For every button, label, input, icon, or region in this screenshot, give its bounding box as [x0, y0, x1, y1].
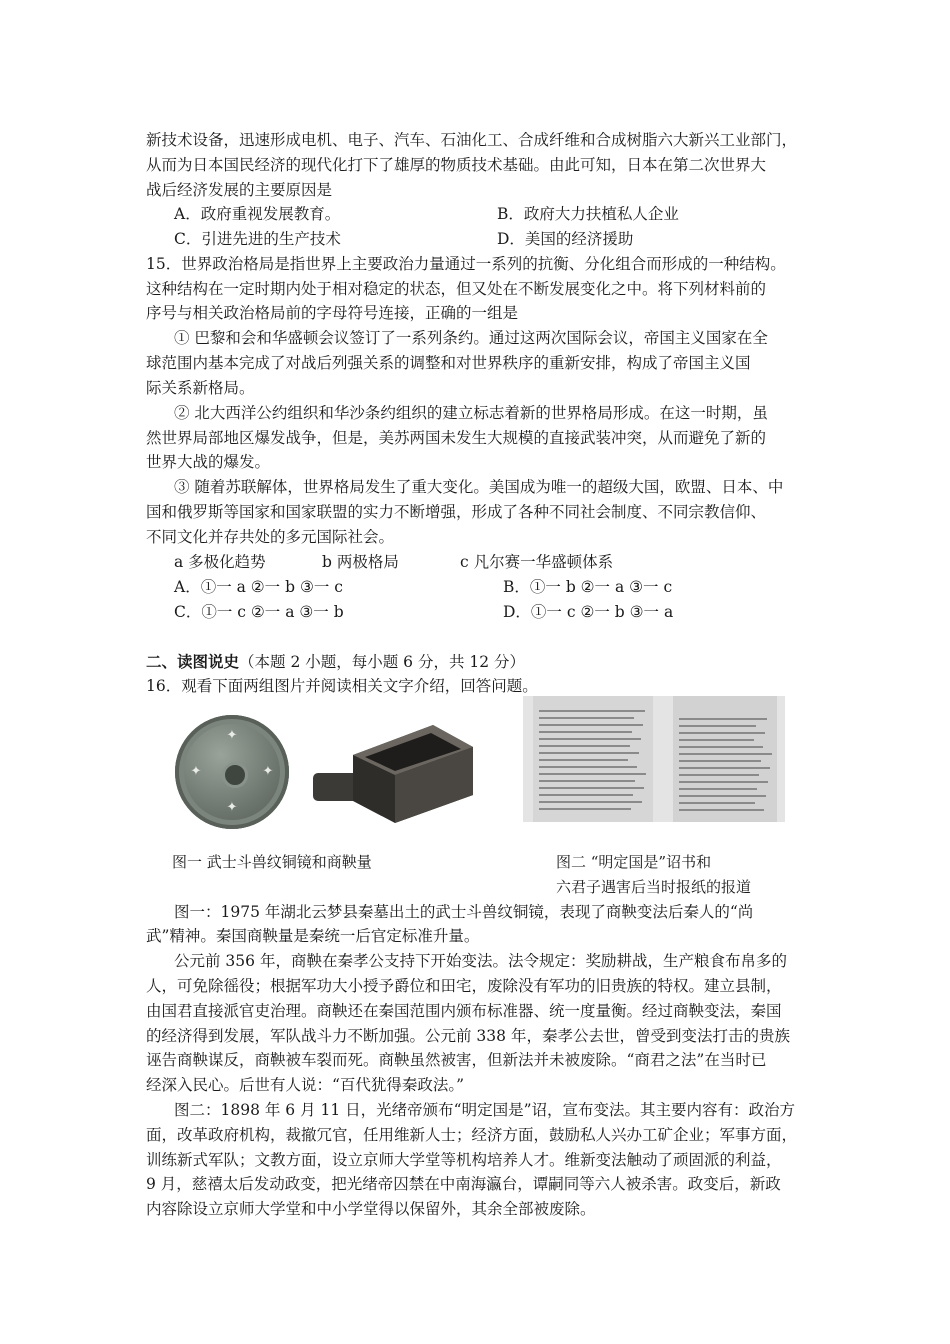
q15-material-2-line-1: ② 北大西洋公约组织和华沙条约组织的建立标志着新的世界格局形成。在这一时期，虽 [174, 404, 768, 422]
q15-material-1-line-1: ① 巴黎和会和华盛顿会议签订了一系列条约。通过这两次国际会议，帝国主义国家在全 [174, 329, 768, 347]
q15-pattern-a: a 多极化趋势 [174, 553, 266, 571]
q14-option-a: A．政府重视发展教育。 [174, 205, 341, 223]
figure-1-caption: 图一 武士斗兽纹铜镜和商鞅量 [172, 853, 372, 871]
document-text-stroke [679, 781, 768, 783]
shang-yang-line-4: 的经济得到发展，军队战斗力不断加强。公元前 338 年，秦孝公去世，曾受到变法打击的贵族 [146, 1027, 790, 1045]
q15-option-c: C．①一 c ②一 a ③一 b [174, 603, 344, 621]
fig1-desc-line-2: 武”精神。秦国商鞅量是秦统一后官定标准升量。 [146, 927, 480, 945]
fig2-desc-line-2: 面，改革政府机构，裁撤冗官，任用维新人士；经济方面，鼓励私人兴办工矿企业；军事方面， [146, 1126, 798, 1144]
q15-material-3-line-3: 不同文化并存共处的多元国际社会。 [146, 528, 395, 546]
shang-yang-line-3: 由国君直接派官吏治理。商鞅还在秦国范围内颁布标准器、统一度量衡。经过商鞅变法，秦国 [146, 1002, 782, 1020]
section-2-note: （本题 2 小题，每小题 6 分，共 12 分） [239, 653, 526, 671]
q14-option-b: B．政府大力扶植私人企业 [497, 205, 679, 223]
mirror-figure: ✦ [226, 800, 238, 815]
document-text-stroke [679, 809, 764, 811]
document-text-stroke [679, 739, 754, 741]
document-text-stroke [539, 801, 642, 803]
figure-2-caption-line-2: 六君子遇害后当时报纸的报道 [556, 878, 752, 896]
figure-2-caption-line-1: 图二 “明定国是”诏书和 [556, 853, 712, 871]
document-text-stroke [539, 808, 631, 810]
document-text-stroke [539, 773, 646, 775]
document-text-stroke [539, 717, 634, 719]
decree-newspaper-image [523, 696, 785, 822]
document-text-stroke [539, 787, 644, 789]
document-text-stroke [679, 753, 772, 755]
q15-pattern-b: b 两极格局 [322, 553, 399, 571]
q15-line-3: 序号与相关政治格局前的字母符号连接，正确的一组是 [146, 304, 519, 322]
shang-yang-line-6: 经深入民心。后世有人说：“百代犹得秦政法。” [146, 1076, 465, 1094]
fig2-desc-line-4: 9 月，慈禧太后发动政变，把光绪帝囚禁在中南海瀛台，谭嗣同等六人被杀害。政变后，新政 [146, 1175, 781, 1193]
q15-pattern-c: c 凡尔赛一华盛顿体系 [460, 553, 614, 571]
q14-option-d: D．美国的经济援助 [497, 230, 634, 248]
document-text-stroke [679, 767, 770, 769]
document-text-stroke [679, 732, 765, 734]
bronze-mirror-image [175, 715, 289, 829]
document-text-stroke [679, 760, 761, 762]
shang-yang-measure-image [313, 717, 475, 827]
mirror-figure: ✦ [190, 764, 202, 779]
document-text-stroke [539, 724, 643, 726]
mirror-knob [222, 762, 248, 788]
q14-line-1: 新技术设备，迅速形成电机、电子、汽车、石油化工、合成纤维和合成树脂六大新兴工业部门， [146, 131, 798, 149]
document-text-stroke [539, 738, 641, 740]
q15-option-b: B．①一 b ②一 a ③一 c [503, 578, 673, 596]
mirror-figure: ✦ [226, 728, 238, 743]
document-text-stroke [539, 752, 639, 754]
document-text-stroke [539, 766, 637, 768]
q14-line-2: 从而为日本国民经济的现代化打下了雄厚的物质技术基础。由此可知，日本在第二次世界大 [146, 156, 767, 174]
q15-material-1-line-3: 际关系新格局。 [146, 379, 255, 397]
mirror-figure: ✦ [262, 764, 274, 779]
q15-material-3-line-2: 国和俄罗斯等国家和国家联盟的实力不断增强，形成了各种不同社会制度、不同宗教信仰、 [146, 503, 767, 521]
document-text-stroke [539, 794, 633, 796]
q15-option-d: D．①一 c ②一 b ③一 a [503, 603, 674, 621]
document-text-stroke [679, 802, 755, 804]
fig2-desc-line-5: 内容除设立京师大学堂和中小学堂得以保留外，其余全部被废除。 [146, 1200, 596, 1218]
document-text-stroke [679, 746, 763, 748]
fig2-desc-line-3: 训练新式军队；文教方面，设立京师大学堂等机构培养人才。维新变法触动了顽固派的利益， [146, 1151, 782, 1169]
q15-material-3-line-1: ③ 随着苏联解体，世界格局发生了重大变化。美国成为唯一的超级大国，欧盟、日本、中 [174, 478, 784, 496]
q15-line-1: 15．世界政治格局是指世界上主要政治力量通过一系列的抗衡、分化组合而形成的一种结构。 [146, 255, 786, 273]
q16-prompt: 16．观看下面两组图片并阅读相关文字介绍，回答问题。 [146, 677, 538, 695]
fig2-desc-line-1: 图二：1898 年 6 月 11 日，光绪帝颁布“明定国是”诏，宣布变法。其主要内容有：政治方 [174, 1101, 796, 1119]
document-text-stroke [539, 759, 628, 761]
shang-yang-line-5: 诬告商鞅谋反，商鞅被车裂而死。商鞅虽然被害，但新法并未被废除。“商君之法”在当时已 [146, 1051, 767, 1069]
shang-yang-line-2: 人，可免除徭役；根据军功大小授予爵位和田宅，废除没有军功的旧贵族的特权。建立县制， [146, 977, 782, 995]
document-text-stroke [679, 795, 766, 797]
q15-material-2-line-2: 然世界局部地区爆发战争，但是，美苏两国未发生大规模的直接武装冲突，从而避免了新的 [146, 429, 767, 447]
q14-line-3: 战后经济发展的主要原因是 [146, 181, 333, 199]
document-text-stroke [539, 745, 630, 747]
document-text-stroke [679, 718, 767, 720]
q15-option-a: A．①一 a ②一 b ③一 c [174, 578, 343, 596]
section-2-title: 二、读图说史 [146, 652, 240, 671]
q15-material-2-line-3: 世界大战的爆发。 [146, 453, 271, 471]
section-2-heading [146, 649, 816, 675]
q14-option-c: C．引进先进的生产技术 [174, 230, 341, 248]
q15-material-1-line-2: 球范围内基本完成了对战后列强关系的调整和对世界秩序的重新安排，构成了帝国主义国 [146, 354, 751, 372]
shang-yang-line-1: 公元前 356 年，商鞅在秦孝公支持下开始变法。法令规定：奖励耕战，生产粮食布帛多的 [174, 952, 787, 970]
document-text-stroke [679, 788, 757, 790]
document-text-stroke [679, 774, 759, 776]
document-text-stroke [679, 725, 756, 727]
fig1-desc-line-1: 图一：1975 年湖北云梦县秦墓出土的武士斗兽纹铜镜，表现了商鞅变法后秦人的“尚 [174, 903, 754, 921]
q15-line-2: 这种结构在一定时期内处于相对稳定的状态，但又处在不断发展变化之中。将下列材料前的 [146, 280, 767, 298]
document-text-stroke [539, 710, 645, 712]
document-text-stroke [539, 731, 632, 733]
document-text-stroke [539, 780, 635, 782]
